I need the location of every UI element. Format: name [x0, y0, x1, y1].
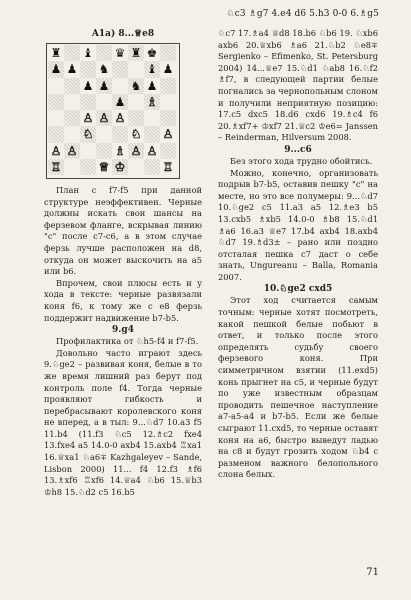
chess-piece: ♙ [98, 111, 110, 126]
board-square [64, 61, 80, 77]
chess-piece: ♜ [130, 46, 142, 61]
board-square [160, 159, 176, 175]
board-square [96, 45, 112, 61]
board-square [48, 78, 64, 94]
board-square [64, 143, 80, 159]
paragraph: Профилактика от ♘h5-f4 и f7-f5. [56, 336, 199, 347]
board-square [160, 45, 176, 61]
board-square [112, 159, 128, 175]
chess-piece: ♗ [146, 94, 158, 109]
chess-board [48, 45, 176, 175]
board-square [144, 143, 160, 159]
board-square [96, 61, 112, 77]
board-square [128, 143, 144, 159]
board-square [48, 110, 64, 126]
chess-piece: ♜ [50, 46, 62, 61]
board-square [112, 143, 128, 159]
chess-piece: ♚ [146, 46, 158, 61]
board-square [112, 94, 128, 110]
board-square [80, 78, 96, 94]
chess-diagram [46, 43, 180, 179]
board-square [96, 110, 112, 126]
board-square [80, 110, 96, 126]
paragraph: Этот ход считается самым точным: черные хотят посмотреть, какой пешкой белые побьют в ответ, и только после этого определять судьбу своего ферзевого коня. При симметричном взятии (11.exd5) конь прыгнет на c5, и черные будут по уже известным образцам проводить пешечное наступление a7-a5-a4 и b7-b5. Если же белые сыграют 11.cxd5, то черные оставят коня на a6, быстро выведут ладью на c8 и будут грозить ходом ♘b4 с разменом важного белопольного слона белых. [218, 295, 378, 480]
board-square [96, 143, 112, 159]
chess-piece: ♟ [66, 62, 78, 77]
board-square [128, 94, 144, 110]
chess-piece: ♖ [50, 159, 62, 174]
chess-piece: ♛ [114, 46, 126, 61]
board-square [64, 110, 80, 126]
board-square [96, 78, 112, 94]
chess-piece: ♙ [114, 111, 126, 126]
chess-piece: ♟ [146, 78, 158, 93]
chess-piece: ♞ [130, 78, 142, 93]
running-head: ♘c3 ♗g7 4.e4 d6 5.h3 0-0 6.♗g5 [226, 9, 379, 19]
board-square [112, 110, 128, 126]
chess-piece: ♗ [114, 143, 126, 158]
chess-piece: ♙ [82, 111, 94, 126]
board-square [160, 61, 176, 77]
chess-piece: ♙ [146, 143, 158, 158]
board-square [112, 61, 128, 77]
board-square [64, 159, 80, 175]
board-square [160, 94, 176, 110]
board-square [160, 78, 176, 94]
chess-piece: ♝ [82, 46, 94, 61]
chess-piece: ♟ [162, 62, 174, 77]
move-heading: 9...c6 [284, 144, 312, 155]
board-square [144, 78, 160, 94]
chess-piece: ♞ [98, 62, 110, 77]
board-square [144, 45, 160, 61]
board-square [80, 126, 96, 142]
board-square [96, 159, 112, 175]
chess-piece: ♟ [98, 78, 110, 93]
board-square [128, 45, 144, 61]
chess-piece: ♙ [50, 143, 62, 158]
right-column [218, 28, 378, 481]
paragraph: Без этого хода трудно обойтись. [230, 155, 373, 166]
board-square [128, 78, 144, 94]
board-square [48, 126, 64, 142]
chess-piece: ♙ [66, 143, 78, 158]
board-square [144, 61, 160, 77]
board-square [48, 61, 64, 77]
move-heading: 9.g4 [112, 325, 134, 336]
chess-piece: ♙ [130, 143, 142, 158]
board-square [48, 143, 64, 159]
chess-piece: ♕ [98, 159, 110, 174]
board-square [128, 126, 144, 142]
board-square [112, 126, 128, 142]
board-square [48, 45, 64, 61]
chess-piece: ♔ [114, 159, 126, 174]
paragraph: Впрочем, свои плюсы есть и у хода в тексте: черные развязали коня f6, к тому же с e8 ферзь поддержит надвижение b7-b5. [44, 277, 202, 323]
board-square [144, 110, 160, 126]
board-square [160, 126, 176, 142]
paragraph: Довольно часто играют здесь 9.♘ge2 – развивая коня, белые в то же время лишний раз берут под контроль поле f4. Тогда черные проявляют гибкость и перебрасывают королевского коня не вперед, а в тыл: 9...♘d7 10.a3 f5 11.b4 (11.f3 ♘c5 12.♗c2 fxe4 13.fxe4 a5 14.0-0 axb4 15.axb4 ♖xa1 16.♕xa1 ♘a6∓ Kazhgaleyev – Sande, Lisbon 2000) 11... f4 12.f3 ♗f6 13.♗xf6 ♖xf6 14.♕a4 ♘b6 15.♕b3 ♔h8 15.♘d2 c5 16.b5 [44, 347, 202, 497]
board-square [64, 94, 80, 110]
chess-piece: ♟ [50, 62, 62, 77]
board-square [48, 159, 64, 175]
section-heading: A1a) 8...♕e8 [91, 29, 155, 39]
board-square [80, 45, 96, 61]
board-square [160, 110, 176, 126]
chess-piece: ♘ [130, 127, 142, 142]
chess-piece: ♟ [114, 94, 126, 109]
chess-piece: ♘ [82, 127, 94, 142]
board-square [128, 61, 144, 77]
page-number: 71 [366, 567, 379, 578]
paragraph: План с f7-f5 при данной структуре неэффективен. Черные должны искать свои шансы на ферзевом фланге, вскрывая линию "c" после c7-c6, а в этом случае ферзь лучше расположен на d8, откуда он может выскочить на a5 или b6. [44, 185, 202, 277]
board-square [128, 110, 144, 126]
board-square [144, 159, 160, 175]
chess-piece: ♝ [146, 62, 158, 77]
paragraph: ♘c7 17.♗a4 ♕d8 18.b6 ♘b6 19. ♘xb6 axb6 20.♕xb6 ♗a6 21.♘b2 ♘e8∓ Sergienko – Efimenko, St. Petersburg 2004) 14...♕e7 15.♘d1 ♘ab8 16.♘f2 ♗f7, в следующей партии белые погнались за чернопольным слоном и получили неприятную позицию: 17.c5 dxc5 18.d6 cxd6 19.♗c4 f6 20.♗xf7+ ♔xf7 21.♕c2 ♔e6= Janssen – Reinderman, Hilversum 2008. [218, 28, 378, 143]
board-square [112, 45, 128, 61]
board-square [48, 94, 64, 110]
board-square [112, 78, 128, 94]
left-column [44, 28, 202, 498]
board-square [144, 126, 160, 142]
board-square [80, 61, 96, 77]
board-square [64, 126, 80, 142]
board-square [128, 159, 144, 175]
board-square [96, 94, 112, 110]
board-square [96, 126, 112, 142]
board-square [64, 78, 80, 94]
chess-piece: ♟ [82, 78, 94, 93]
board-square [80, 159, 96, 175]
move-heading: 10.♘ge2 cxd5 [263, 284, 333, 295]
board-square [80, 143, 96, 159]
chess-piece: ♖ [162, 159, 174, 174]
paragraph: Можно, конечно, организовать подрыв b7-b5, оставив пешку "c" на месте, но это все полумеры: 9...♘d7 10.♘ge2 c5 11.a3 a5 12.♗e3 b5 13.cxb5 ♗xb5 14.0-0 ♗b8 15.♘d1 ♗a6 16.a3 ♕e7 17.b4 axb4 18.axb4 ♘d7 19.♗d3± – рано или поздно отсталая пешка c7 даст о себе знать, Ungureanu – Balla, Romania 2007. [218, 167, 378, 282]
board-square [64, 45, 80, 61]
board-square [144, 94, 160, 110]
board-square [80, 94, 96, 110]
board-square [160, 143, 176, 159]
chess-piece: ♙ [162, 127, 174, 142]
